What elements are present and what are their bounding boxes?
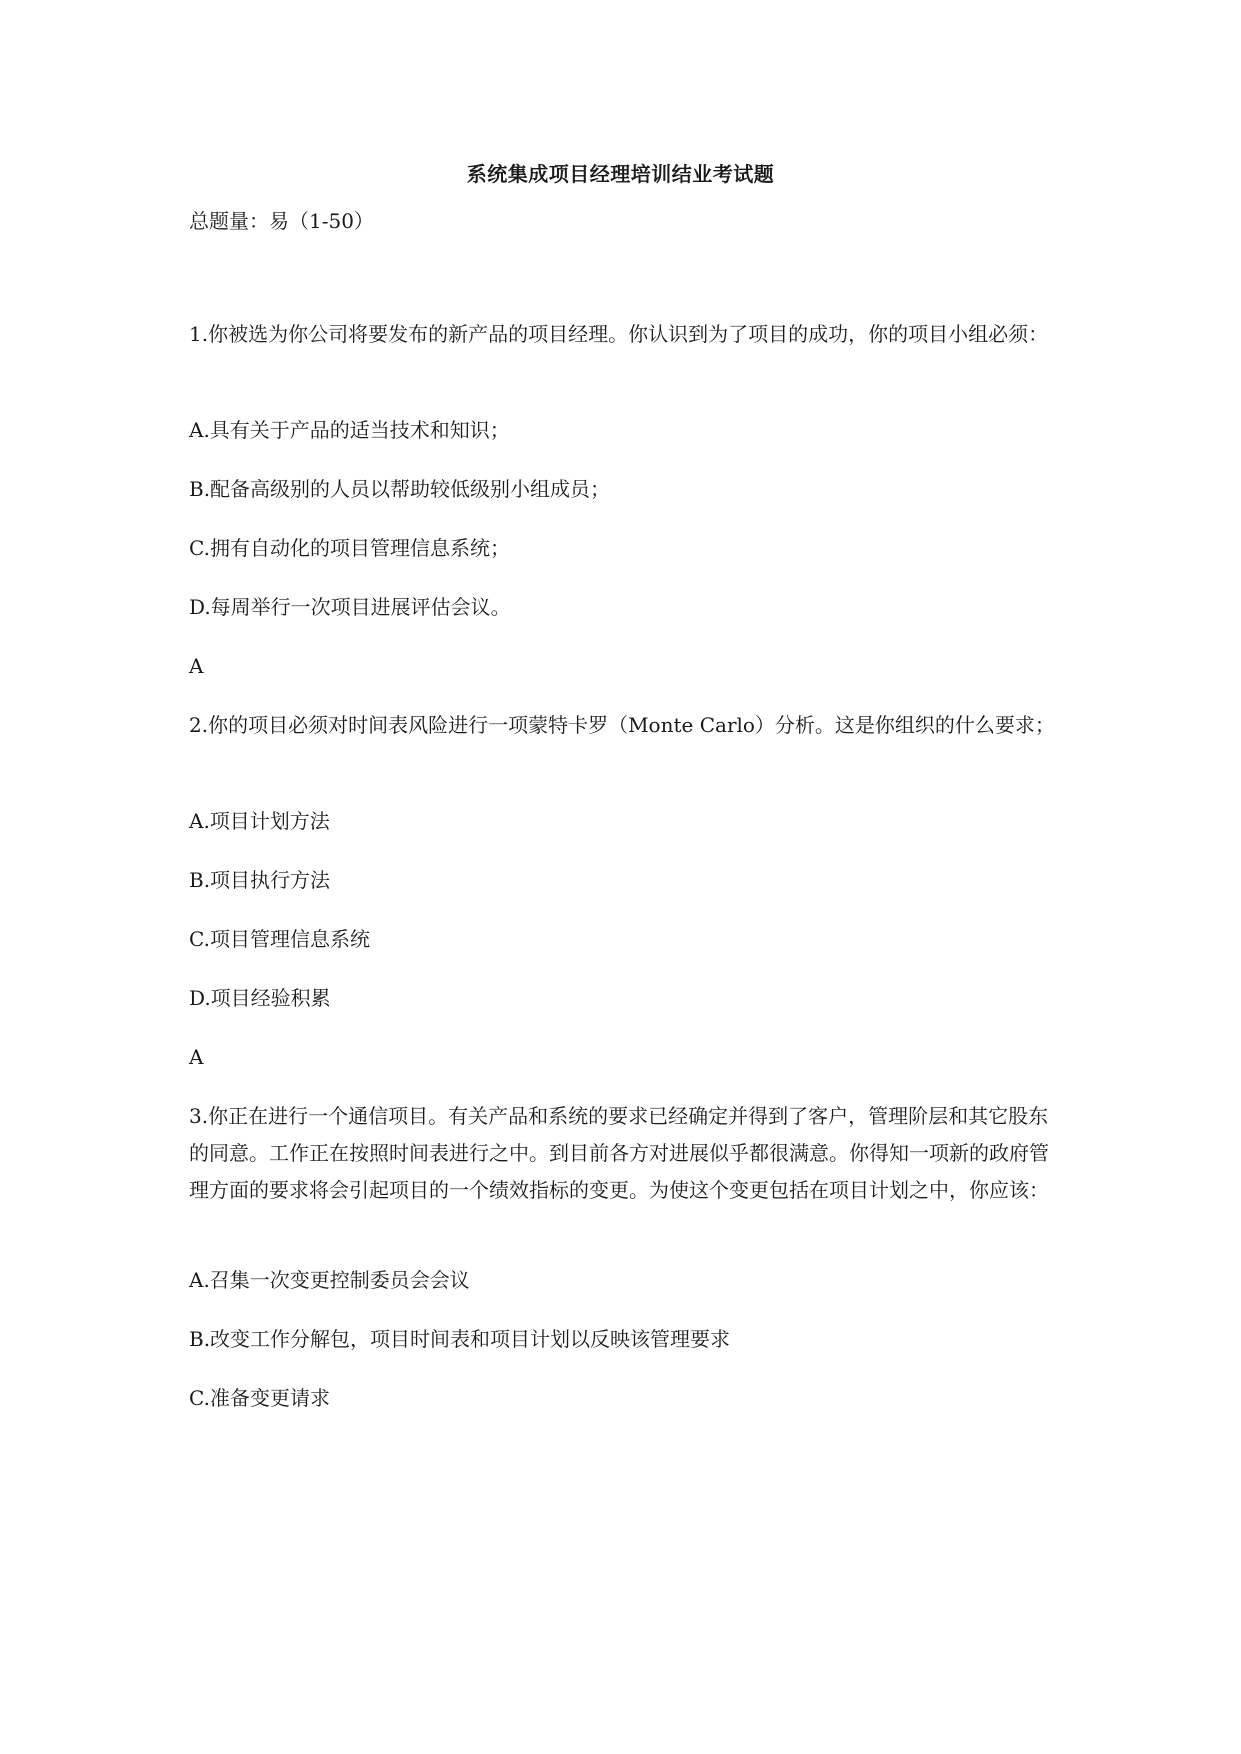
question-2-option-a: A.项目计划方法 (189, 809, 330, 833)
question-2-stem: 2.你的项目必须对时间表风险进行一项蒙特卡罗（Monte Carlo）分析。这是你组织的什么要求； (189, 713, 1055, 737)
question-2-option-b: B.项目执行方法 (189, 868, 331, 892)
question-3-option-c: C.准备变更请求 (189, 1386, 330, 1410)
question-1-option-a: A.具有关于产品的适当技术和知识； (189, 418, 510, 442)
question-3-stem: 3.你正在进行一个通信项目。有关产品和系统的要求已经确定并得到了客户，管理阶层和其它股东的同意。工作正在按照时间表进行之中。到目前各方对进展似乎都很满意。你得知一项新的政府管理方面的要求将会引起项目的一个绩效指标的变更。为使这个变更包括在项目计划之中，你应该： (189, 1104, 1049, 1202)
question-3-option-a: A.召集一次变更控制委员会会议 (189, 1268, 470, 1292)
question-1-answer: A (189, 654, 204, 678)
question-1-option-d: D.每周举行一次项目进展评估会议。 (189, 595, 511, 619)
document-title: 系统集成项目经理培训结业考试题 (466, 162, 775, 186)
question-1-option-c: C.拥有自动化的项目管理信息系统； (189, 536, 510, 560)
question-3-option-b: B.改变工作分解包，项目时间表和项目计划以反映该管理要求 (189, 1327, 731, 1351)
question-2-option-c: C.项目管理信息系统 (189, 927, 370, 951)
question-1-stem: 1.你被选为你公司将要发布的新产品的项目经理。你认识到为了项目的成功，你的项目小组必须： (189, 322, 1049, 346)
question-2-answer: A (189, 1045, 204, 1069)
question-1-option-b: B.配备高级别的人员以帮助较低级别小组成员； (189, 477, 611, 501)
question-count-summary: 总题量：易（1-50） (189, 209, 374, 233)
question-2-option-d: D.项目经验积累 (189, 986, 331, 1010)
